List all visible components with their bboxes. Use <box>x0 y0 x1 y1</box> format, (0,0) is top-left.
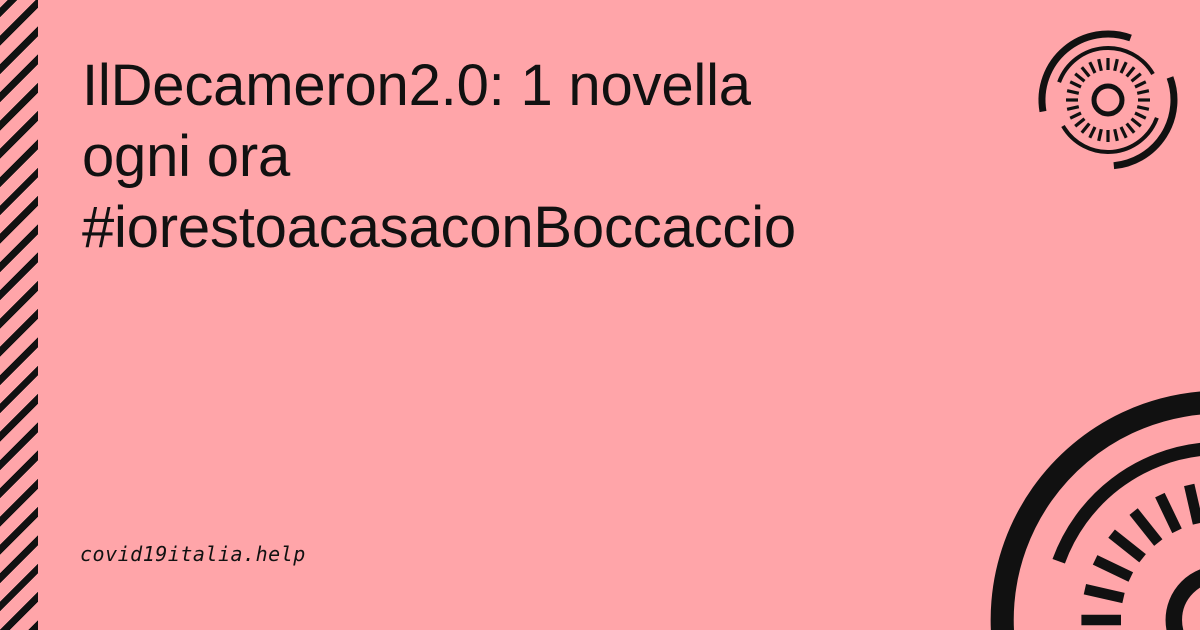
diagonal-stripe-border <box>0 0 38 630</box>
large-logo-tick <box>1160 495 1177 531</box>
small-logo-tick <box>1132 119 1141 127</box>
page-title <box>82 50 1022 263</box>
title-line-3: #iorestoacasaconBoccaccio <box>82 195 796 260</box>
small-logo-tick <box>1070 113 1081 118</box>
small-logo-tick <box>1121 127 1126 138</box>
small-logo-tick <box>1132 74 1141 82</box>
large-logo-tick <box>1085 589 1124 598</box>
small-logo-center-ring <box>1094 86 1122 114</box>
small-logo-tick <box>1115 59 1118 71</box>
small-logo-tick <box>1090 127 1095 138</box>
radial-dash-logo-icon <box>980 370 1200 630</box>
small-logo-tick <box>1137 107 1149 110</box>
small-logo-tick <box>1099 59 1102 71</box>
large-logo-tick <box>1134 512 1159 543</box>
small-logo-tick <box>1067 107 1079 110</box>
small-logo-tick <box>1115 129 1118 141</box>
title-line-1: IlDecameron2.0: 1 novella <box>82 53 751 118</box>
large-logo-tick <box>1112 534 1143 559</box>
small-logo-tick <box>1082 67 1090 76</box>
small-logo-tick <box>1137 91 1149 94</box>
small-logo-tick <box>1135 113 1146 118</box>
large-logo-tick <box>1095 560 1131 577</box>
small-logo-tick <box>1090 62 1095 73</box>
site-url: covid19italia.help <box>80 542 306 566</box>
small-logo-tick <box>1082 124 1090 133</box>
small-logo-tick <box>1099 129 1102 141</box>
small-logo-tick <box>1121 62 1126 73</box>
small-logo-tick <box>1135 82 1146 87</box>
small-logo-tick <box>1075 119 1084 127</box>
title-line-2: ogni ora <box>82 124 290 189</box>
small-logo-tick <box>1070 82 1081 87</box>
small-logo-tick <box>1127 67 1135 76</box>
large-logo-tick <box>1189 485 1198 524</box>
small-logo-tick <box>1075 74 1084 82</box>
radial-dash-logo-icon <box>1030 20 1180 190</box>
large-logo-center-ring <box>1174 574 1200 630</box>
small-logo-tick <box>1067 91 1079 94</box>
small-logo-tick <box>1127 124 1135 133</box>
